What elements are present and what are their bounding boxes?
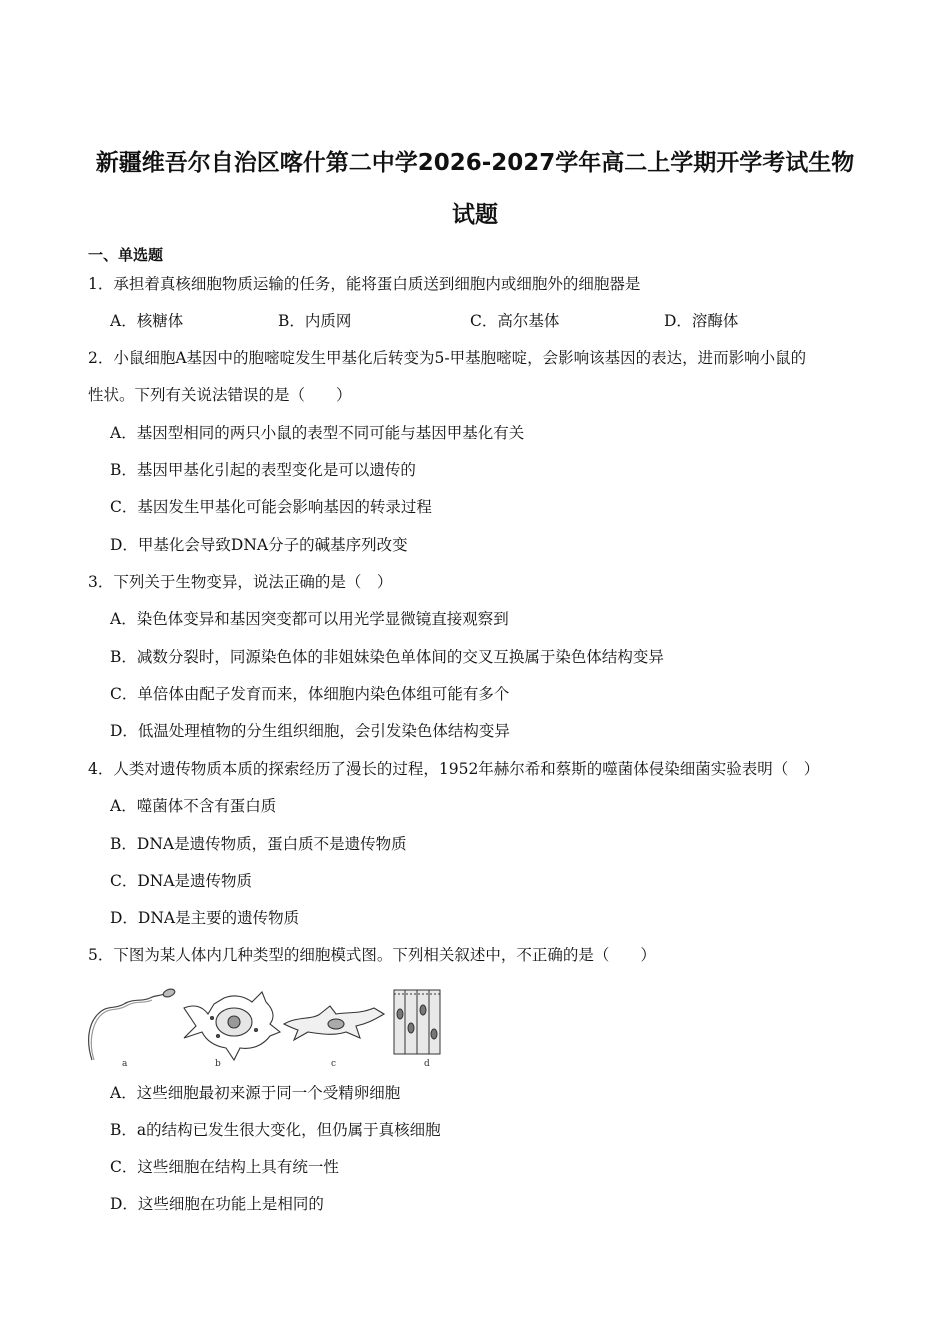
question-2-option-c: C．基因发生甲基化可能会影响基因的转录过程 (110, 498, 432, 516)
epithelial-tissue-drawing (394, 990, 440, 1054)
question-1-stem: 1．承担着真核细胞物质运输的任务，能将蛋白质送到细胞内或细胞外的细胞器是 (88, 275, 641, 293)
exam-title-line-1: 新疆维吾尔自治区喀什第二中学2026-2027学年高二上学期开学考试生物 (95, 150, 855, 176)
question-1-option-b: B．内质网 (278, 312, 352, 330)
question-1-option-c: C．高尔基体 (470, 312, 560, 330)
question-4-option-b: B．DNA是遗传物质，蛋白质不是遗传物质 (110, 835, 407, 853)
cell-types-figure (84, 984, 464, 1068)
figure-label-b: b (215, 1059, 221, 1068)
figure-label-d: d (424, 1059, 430, 1068)
question-2-option-d: D．甲基化会导致DNA分子的碱基序列改变 (110, 536, 408, 554)
question-2-stem-line-2: 性状。下列有关说法错误的是（ ） (88, 386, 352, 404)
question-3-option-b: B．减数分裂时，同源染色体的非姐妹染色单体间的交叉互换属于染色体结构变异 (110, 648, 664, 666)
figure-label-a: a (122, 1059, 128, 1068)
spindle-cell-drawing (284, 1006, 384, 1040)
question-4-stem: 4．人类对遗传物质本质的探索经历了漫长的过程，1952年赫尔希和蔡斯的噬菌体侵染细菌实验表明（ ） (88, 760, 820, 778)
sperm-cell-drawing (89, 988, 176, 1060)
figure-label-c: c (331, 1059, 337, 1068)
exam-title-line-2: 试题 (452, 202, 498, 228)
section-heading: 一、单选题 (88, 246, 164, 264)
neuron-cell-drawing (184, 992, 280, 1060)
question-2-stem-line-1: 2．小鼠细胞A基因中的胞嘧啶发生甲基化后转变为5-甲基胞嘧啶，会影响该基因的表达，进而影响小鼠的 (88, 349, 807, 367)
question-4-option-c: C．DNA是遗传物质 (110, 872, 253, 890)
question-2-option-b: B．基因甲基化引起的表型变化是可以遗传的 (110, 461, 416, 479)
question-3-stem: 3．下列关于生物变异，说法正确的是（ ） (88, 573, 393, 591)
question-5-option-a: A．这些细胞最初来源于同一个受精卵细胞 (110, 1084, 401, 1102)
question-5-option-b: B．a的结构已发生很大变化，但仍属于真核细胞 (110, 1121, 441, 1139)
question-4-option-a: A．噬菌体不含有蛋白质 (110, 797, 277, 815)
question-5-stem: 5．下图为某人体内几种类型的细胞模式图。下列相关叙述中，不正确的是（ ） (88, 946, 656, 964)
question-3-option-d: D．低温处理植物的分生组织细胞，会引发染色体结构变异 (110, 722, 510, 740)
question-4-option-d: D．DNA是主要的遗传物质 (110, 909, 300, 927)
question-3-option-c: C．单倍体由配子发育而来，体细胞内染色体组可能有多个 (110, 685, 510, 703)
question-1-option-a: A．核糖体 (110, 312, 184, 330)
question-5-option-c: C．这些细胞在结构上具有统一性 (110, 1158, 339, 1176)
question-1-option-d: D．溶酶体 (664, 312, 739, 330)
question-2-option-a: A．基因型相同的两只小鼠的表型不同可能与基因甲基化有关 (110, 424, 525, 442)
question-3-option-a: A．染色体变异和基因突变都可以用光学显微镜直接观察到 (110, 610, 509, 628)
question-5-option-d: D．这些细胞在功能上是相同的 (110, 1195, 324, 1213)
